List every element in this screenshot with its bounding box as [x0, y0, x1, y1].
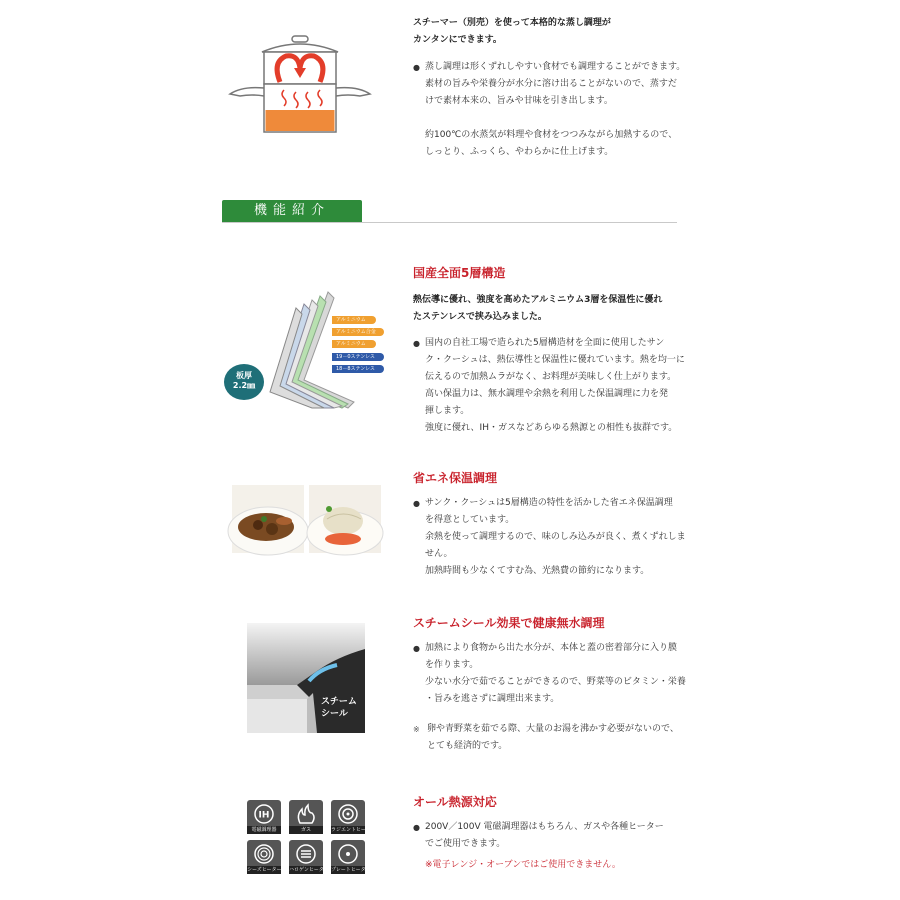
feature-steam-seal	[413, 614, 693, 755]
steam-seal-label	[321, 696, 357, 720]
curry-photo	[232, 485, 304, 553]
halogen-heater-icon: ハロゲンヒーター	[289, 840, 323, 874]
feature-note-line: ※ 卵や青野菜を茹でる際、大量のお湯を沸かす必要がないので、	[413, 721, 693, 738]
feature-warning: ※電子レンジ・オーブンではご使用できません。	[425, 860, 621, 870]
thickness-badge-line: 2.2㎜	[232, 381, 256, 390]
feature-body-line: 少ない水分で茹でることができるので、野菜等のビタミン・栄養	[425, 677, 686, 687]
steamer-bullet-line: ● 蒸し調理は形くずれしやすい食材でも調理することができます。	[413, 59, 683, 76]
feature-title: 国産全面5層構造	[413, 266, 506, 280]
feature-body-line: 伝えるので加熱ムラがなく、お料理が美味しく仕上がります。	[425, 372, 677, 382]
layer-label-aluminium-alloy: アルミニウム合金	[332, 328, 384, 336]
radiant-heater-icon: ラジエントヒーター	[331, 800, 365, 834]
gas-flame-icon: ガス	[289, 800, 323, 834]
steamer-bullet-line: 素材の旨みや栄養分が水分に溶け出ることがないので、蒸すだ	[425, 79, 677, 89]
steamer-text	[413, 15, 686, 161]
steam-seal-label-line: スチーム	[321, 697, 357, 707]
feature-body-line: ● 国内の自社工場で造られた5層構造材を全面に使用したサン	[413, 335, 683, 352]
feature-body-line: ・旨みを逃さずに調理出来ます。	[425, 694, 560, 704]
svg-text:IH: IH	[258, 810, 270, 821]
feature-note-line: とても経済的です。	[427, 741, 508, 751]
feature-lead-line: たステンレスで挟み込みました。	[413, 312, 547, 322]
steam-seal-label-line: シール	[321, 709, 348, 719]
feature-body-line: 加熱時間も少なくてすむ為、光熱費の節約になります。	[425, 566, 650, 576]
feature-body-line: ● 加熱により食物から出た水分が、本体と蓋の密着部分に入り膜	[413, 640, 693, 657]
heat-source-icons	[247, 800, 376, 876]
feature-body-line: 高い保温力は、無水調理や余熱を利用した保温調理に力を発	[425, 389, 669, 399]
steamer-paragraph-line: しっとり、ふっくら、やわらかに仕上げます。	[425, 147, 614, 157]
layer-label-stainless-18-8: 18－8ステンレス	[332, 365, 384, 373]
section-divider	[222, 222, 677, 223]
feature-body-line: 余熱を使って調理するので、味のしみ込みが良く、煮くずれしま	[425, 532, 686, 542]
steamer-illustration	[222, 32, 378, 144]
feature-body-line: を作ります。	[425, 660, 479, 670]
section-tab-features: 機能紹介	[222, 200, 362, 222]
steam-seal-diagram	[247, 623, 365, 733]
thickness-badge	[224, 364, 264, 400]
ih-icon: IH 電磁調理器	[247, 800, 281, 834]
feature-lead-line: 熱伝導に優れ、強度を高めたアルミニウム3層を保温性に優れ	[413, 295, 663, 305]
steamer-heading-line: スチーマー（別売）を使って本格的な蒸し調理が	[413, 18, 611, 28]
steamer-heading-line: カンタンにできます。	[413, 35, 502, 45]
feature-body-line: せん。	[425, 549, 453, 559]
feature-body-line: 揮します。	[425, 406, 470, 416]
steamer-bullet-line: けで素材本来の、旨みや甘味を引き出します。	[425, 96, 613, 106]
feature-title: スチームシール効果で健康無水調理	[413, 616, 605, 630]
feature-heat-sources	[413, 793, 693, 874]
thickness-badge-line: 板厚	[236, 371, 252, 380]
steamer-paragraph-line: 約100℃の水蒸気が料理や食材をつつみながら加熱するので、	[425, 130, 678, 140]
feature-title: 省エネ保温調理	[413, 471, 498, 485]
feature-body-line: でご使用できます。	[425, 839, 506, 849]
feature-eco	[413, 469, 686, 580]
sheathed-heater-icon: シーズヒーター	[247, 840, 281, 874]
layer-label-aluminium: アルミニウム	[332, 316, 376, 324]
layer-label-stainless-19-0: 19－0ステンレス	[332, 353, 384, 361]
feature-title: オール熱源対応	[413, 795, 497, 809]
layers-diagram	[224, 290, 394, 410]
feature-body-line: 強度に優れ、IH・ガスなどあらゆる熱源との相性も抜群です。	[425, 423, 678, 433]
feature-body-line: ● サンク・クーシュは5層構造の特性を活かした省エネ保温調理	[413, 495, 683, 512]
layer-label-aluminium: アルミニウム	[332, 340, 376, 348]
feature-body-line: ク・クーシュは、熱伝導性と保温性に優れています。熱を均一に	[425, 355, 685, 365]
feature-layers	[413, 264, 683, 437]
roll-cabbage-photo	[309, 485, 381, 553]
plate-heater-icon: プレートヒーター	[331, 840, 365, 874]
feature-body-line: を得意としています。	[425, 515, 515, 525]
feature-body-line: ● 200V／100V 電磁調理器はもちろん、ガスや各種ヒーター	[413, 819, 693, 836]
